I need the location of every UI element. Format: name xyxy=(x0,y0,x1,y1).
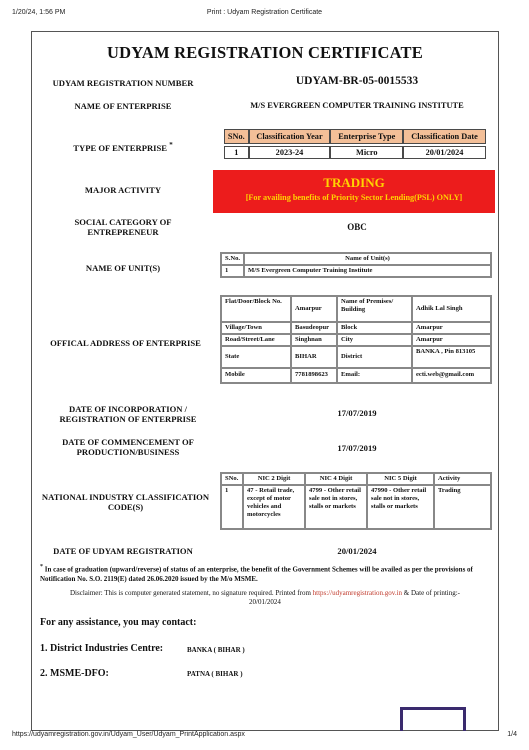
address-cell: ecti.web@gmail.com xyxy=(412,368,491,383)
address-row xyxy=(221,322,491,334)
address-cell: Basudeopur xyxy=(291,322,337,334)
major-activity-value: TRADING xyxy=(323,175,385,190)
address-cell: Email: xyxy=(337,368,412,383)
address-cell: District xyxy=(337,346,412,368)
classification-row xyxy=(224,146,486,159)
enterprise-name-label: NAME OF ENTERPRISE xyxy=(74,101,172,111)
disclaimer-suffix: & Date of printing:- xyxy=(403,589,460,597)
address-cell: Adhik Lal Singh xyxy=(412,296,491,322)
nic-4digit: 4799 - Other retail sale not in stores, stalls or markets xyxy=(305,485,367,529)
incorporation-label: DATE OF INCORPORATION / REGISTRATION OF ENTERPRISE xyxy=(59,404,197,425)
address-cell: Block xyxy=(337,322,412,334)
enterprise-type-label-text: TYPE OF ENTERPRISE xyxy=(73,142,168,153)
assistance-heading: For any assistance, you may contact: xyxy=(40,617,197,628)
classification-header-date: Classification Date xyxy=(403,129,486,144)
print-timestamp: 1/20/24, 1:56 PM xyxy=(12,9,66,16)
classification-header-year: Classification Year xyxy=(249,129,331,144)
classification-date: 20/01/2024 xyxy=(403,146,486,159)
address-cell: Amarpur xyxy=(291,296,337,322)
nic-sno: 1 xyxy=(221,485,243,529)
nic-header-sno: SNo. xyxy=(221,473,243,485)
address-row xyxy=(221,334,491,346)
classification-header-row xyxy=(224,129,486,144)
nic-row xyxy=(221,485,491,529)
note-text: In case of graduation (upward/reverse) of status of an enterprise, the benefit of the Government Schemes will be availed as per the provisions of Notification No. S.O. 2119(E) dated 26.06.2020 issued by the M/o MSME. xyxy=(40,565,473,583)
print-footer xyxy=(12,731,517,738)
nic-label: NATIONAL INDUSTRY CLASSIFICATION CODE(S) xyxy=(41,492,210,513)
major-activity-psl-note: [For availing benefits of Priority Sector Lending(PSL) ONLY] xyxy=(245,193,463,202)
graduation-note xyxy=(40,563,490,584)
address-cell: BIHAR xyxy=(291,346,337,368)
print-header xyxy=(12,9,517,21)
units-sno: 1 xyxy=(221,265,244,277)
address-table xyxy=(220,295,492,384)
nic-header-activity: Activity xyxy=(434,473,491,485)
note-asterisk: * xyxy=(40,564,43,570)
address-cell: Flat/Door/Block No. xyxy=(221,296,291,322)
address-label: OFFICAL ADDRESS OF ENTERPRISE xyxy=(50,338,201,348)
contact-label-dic: 1. District Industries Centre: xyxy=(40,643,164,654)
udyam-date-value: 20/01/2024 xyxy=(337,546,377,556)
footer-url: https://udyamregistration.gov.in/Udyam_User/Udyam_PrintApplication.aspx xyxy=(12,731,245,738)
contact-value-dic: BANKA ( BIHAR ) xyxy=(187,646,245,654)
disclaimer-prefix: Disclaimer: This is computer generated statement, no signature required. Printed from xyxy=(70,589,311,597)
address-cell: Amarpur xyxy=(412,334,491,346)
address-row xyxy=(221,368,491,383)
classification-year: 2023-24 xyxy=(249,146,331,159)
footer-page-number: 1/4 xyxy=(507,731,517,738)
nic-header-5digit: NIC 5 Digit xyxy=(367,473,434,485)
reg-number-value: UDYAM-BR-05-0015533 xyxy=(295,75,419,87)
contact-value-msme-dfo: PATNA ( BIHAR ) xyxy=(187,670,243,678)
contact-label-msme-dfo: 2. MSME-DFO: xyxy=(40,668,109,679)
social-category-value: OBC xyxy=(347,222,367,232)
udyam-date-label: DATE OF UDYAM REGISTRATION xyxy=(53,546,193,556)
major-activity-banner xyxy=(213,170,495,213)
units-row xyxy=(221,265,491,277)
enterprise-name-value: M/S EVERGREEN COMPUTER TRAINING INSTITUTE xyxy=(250,101,464,110)
classification-sno: 1 xyxy=(224,146,249,159)
enterprise-type-asterisk: * xyxy=(169,141,173,149)
address-cell: BANKA , Pin 813105 xyxy=(412,346,491,368)
units-table xyxy=(220,252,492,278)
incorporation-date: 17/07/2019 xyxy=(337,408,377,418)
address-cell: Amarpur xyxy=(412,322,491,334)
stamp-box xyxy=(400,707,466,731)
address-cell: Singhnan xyxy=(291,334,337,346)
certificate-title: UDYAM REGISTRATION CERTIFICATE xyxy=(107,43,423,62)
units-name: M/S Evergreen Computer Training Institute xyxy=(244,265,491,277)
units-header-sno: S.No. xyxy=(221,253,244,265)
print-page-title: Print : Udyam Registration Certificate xyxy=(206,9,323,16)
units-header-row xyxy=(221,253,491,265)
nic-header-2digit: NIC 2 Digit xyxy=(243,473,305,485)
classification-header-sno: SNo. xyxy=(224,129,249,144)
disclaimer xyxy=(40,589,490,608)
nic-activity: Trading xyxy=(434,485,491,529)
printing-date: 20/01/2024 xyxy=(249,598,281,607)
address-cell: Village/Town xyxy=(221,322,291,334)
enterprise-type-label xyxy=(38,141,208,153)
nic-table xyxy=(220,472,492,530)
address-row xyxy=(221,346,491,368)
address-cell: City xyxy=(337,334,412,346)
address-cell: Name of Premises/ Building xyxy=(337,296,412,322)
reg-number-label: UDYAM REGISTRATION NUMBER xyxy=(52,78,194,88)
address-cell: State xyxy=(221,346,291,368)
certificate-frame xyxy=(31,31,499,731)
commencement-date: 17/07/2019 xyxy=(337,443,377,453)
major-activity-label: MAJOR ACTIVITY xyxy=(84,185,162,195)
units-header-name: Name of Unit(s) xyxy=(244,253,491,265)
address-cell: 7781898623 xyxy=(291,368,337,383)
address-cell: Road/Street/Lane xyxy=(221,334,291,346)
units-label: NAME OF UNIT(S) xyxy=(85,263,161,273)
address-cell: Mobile xyxy=(221,368,291,383)
nic-2digit: 47 - Retail trade, except of motor vehicles and motorcycles xyxy=(243,485,305,529)
classification-table xyxy=(224,129,486,159)
nic-header-row xyxy=(221,473,491,485)
social-category-label: SOCIAL CATEGORY OF ENTREPRENEUR xyxy=(74,217,172,238)
disclaimer-link[interactable]: https://udyamregistration.gov.in xyxy=(312,589,403,597)
nic-5digit: 47990 - Other retail sale not in stores, stalls or markets xyxy=(367,485,434,529)
nic-header-4digit: NIC 4 Digit xyxy=(305,473,367,485)
classification-type: Micro xyxy=(330,146,403,159)
classification-header-type: Enterprise Type xyxy=(330,129,403,144)
address-row xyxy=(221,296,491,322)
commencement-label: DATE OF COMMENCEMENT OF PRODUCTION/BUSINESS xyxy=(62,437,194,458)
